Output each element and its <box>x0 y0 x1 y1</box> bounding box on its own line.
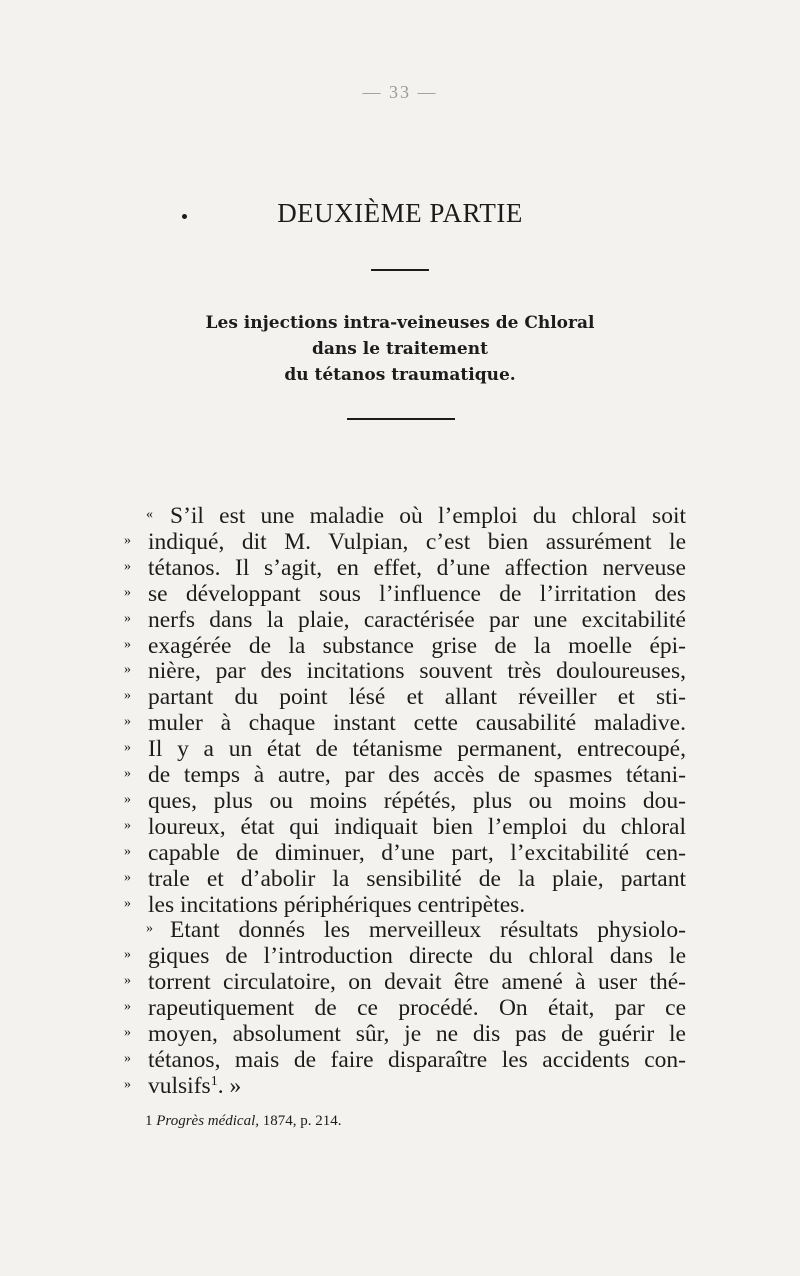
quote-mark: » <box>146 921 153 937</box>
quote-mark: » <box>124 636 131 652</box>
quote-mark: » <box>124 869 131 885</box>
text-line <box>0 892 800 918</box>
line-text: se développant sous l’influence de l’irritation des <box>148 580 686 607</box>
quote-mark: » <box>124 688 131 704</box>
title-rule <box>371 269 429 271</box>
quote-mark: » <box>124 532 131 548</box>
line-text: muler à chaque instant cette causabilité maladive. <box>148 710 686 737</box>
line-text: S’il est une maladie où l’emploi du chloral soit <box>170 503 686 529</box>
text-line <box>0 1021 800 1047</box>
quote-mark: » <box>124 740 131 756</box>
text-line <box>0 1073 800 1099</box>
line-text: partant du point lésé et allant réveiller et sti- <box>148 684 686 711</box>
footnote-source: Progrès médical, <box>156 1113 260 1129</box>
line-text: nière, par des incitations souvent très douloureuses, <box>148 658 686 685</box>
text-line <box>0 555 800 581</box>
text-line <box>0 866 800 892</box>
line-text: nerfs dans la plaie, caractérisée par une excitabilité <box>148 606 686 633</box>
subtitle-line-3: du tétanos traumatique. <box>284 365 516 385</box>
line-text: torrent circulatoire, on devait être amené à user thé- <box>148 969 686 996</box>
text-line <box>0 917 800 943</box>
quote-mark: » <box>124 999 131 1015</box>
text-line <box>0 788 800 814</box>
quote-mark: » <box>124 766 131 781</box>
line-text: de temps à autre, par des accès de spasmes tétani- <box>148 762 686 788</box>
quote-mark: » <box>124 947 131 963</box>
footnote <box>145 1113 342 1130</box>
footnote-detail: 1874, p. 214. <box>262 1113 342 1129</box>
text-line <box>0 1047 800 1073</box>
quote-mark: » <box>124 843 131 859</box>
page-number: — 33 — <box>362 82 438 102</box>
quote-mark: » <box>124 973 131 989</box>
text-line <box>0 684 800 710</box>
quote-mark: » <box>124 584 131 600</box>
text-line <box>0 658 800 684</box>
quote-mark: » <box>124 714 131 730</box>
text-line <box>0 943 800 969</box>
line-text: ques, plus ou moins répétés, plus ou moins dou- <box>148 787 686 814</box>
quote-mark: « <box>146 507 153 522</box>
footnote-ref: 1 <box>210 1073 218 1089</box>
quote-mark: » <box>124 1076 131 1092</box>
subtitle-line-2: dans le traitement <box>312 339 488 359</box>
quote-mark: » <box>124 1050 131 1066</box>
line-text: indiqué, dit M. Vulpian, c’est bien assurément le <box>148 528 686 555</box>
quote-mark: » <box>124 895 131 911</box>
text-line <box>0 503 800 529</box>
part-title: DEUXIÈME PARTIE <box>277 198 523 228</box>
text-line <box>0 969 800 995</box>
text-line <box>0 840 800 866</box>
quote-mark: » <box>124 817 131 833</box>
text-line <box>0 633 800 659</box>
text-line <box>0 710 800 736</box>
line-text-main: vulsifs <box>148 1072 211 1099</box>
text-line <box>0 995 800 1021</box>
text-line <box>0 736 800 762</box>
quote-mark: » <box>124 662 131 678</box>
quote-mark: » <box>124 791 131 807</box>
quote-mark: » <box>124 1025 131 1040</box>
line-text: Il y a un état de tétanisme permanent, entrecoupé, <box>148 736 686 763</box>
line-text: giques de l’introduction directe du chloral dans le <box>148 943 686 970</box>
line-text: loureux, état qui indiquait bien l’emploi du chloral <box>148 813 686 840</box>
line-text: rapeutiquement de ce procédé. On était, par ce <box>148 995 686 1022</box>
footnote-number: 1 <box>145 1113 153 1129</box>
line-text: Etant donnés les merveilleux résultats physiolo- <box>170 917 686 944</box>
subtitle-rule <box>347 418 455 420</box>
line-text: tétanos, mais de faire disparaître les accidents con- <box>148 1046 686 1073</box>
line-text: tétanos. Il s’agit, en effet, d’une affection nerveuse <box>148 554 686 581</box>
line-text <box>148 1073 686 1100</box>
text-line <box>0 762 800 788</box>
line-text: les incitations périphériques centripètes. <box>148 891 526 918</box>
text-line <box>0 581 800 607</box>
section-subtitle <box>0 310 800 388</box>
line-text: moyen, absolument sûr, je ne dis pas de guérir le <box>148 1021 686 1047</box>
text-line <box>0 529 800 555</box>
quote-mark: » <box>124 610 131 626</box>
quote-mark: » <box>124 558 131 574</box>
text-line <box>0 814 800 840</box>
closing-quote: . » <box>217 1072 242 1099</box>
line-text: capable de diminuer, d’une part, l’excitabilité cen- <box>148 839 686 866</box>
text-line <box>0 607 800 633</box>
line-text: trale et d’abolir la sensibilité de la plaie, partant <box>148 865 686 892</box>
line-text: exagérée de la substance grise de la moelle épi- <box>148 632 686 659</box>
subtitle-line-1: Les injections intra-veineuses de Chloral <box>205 313 595 333</box>
